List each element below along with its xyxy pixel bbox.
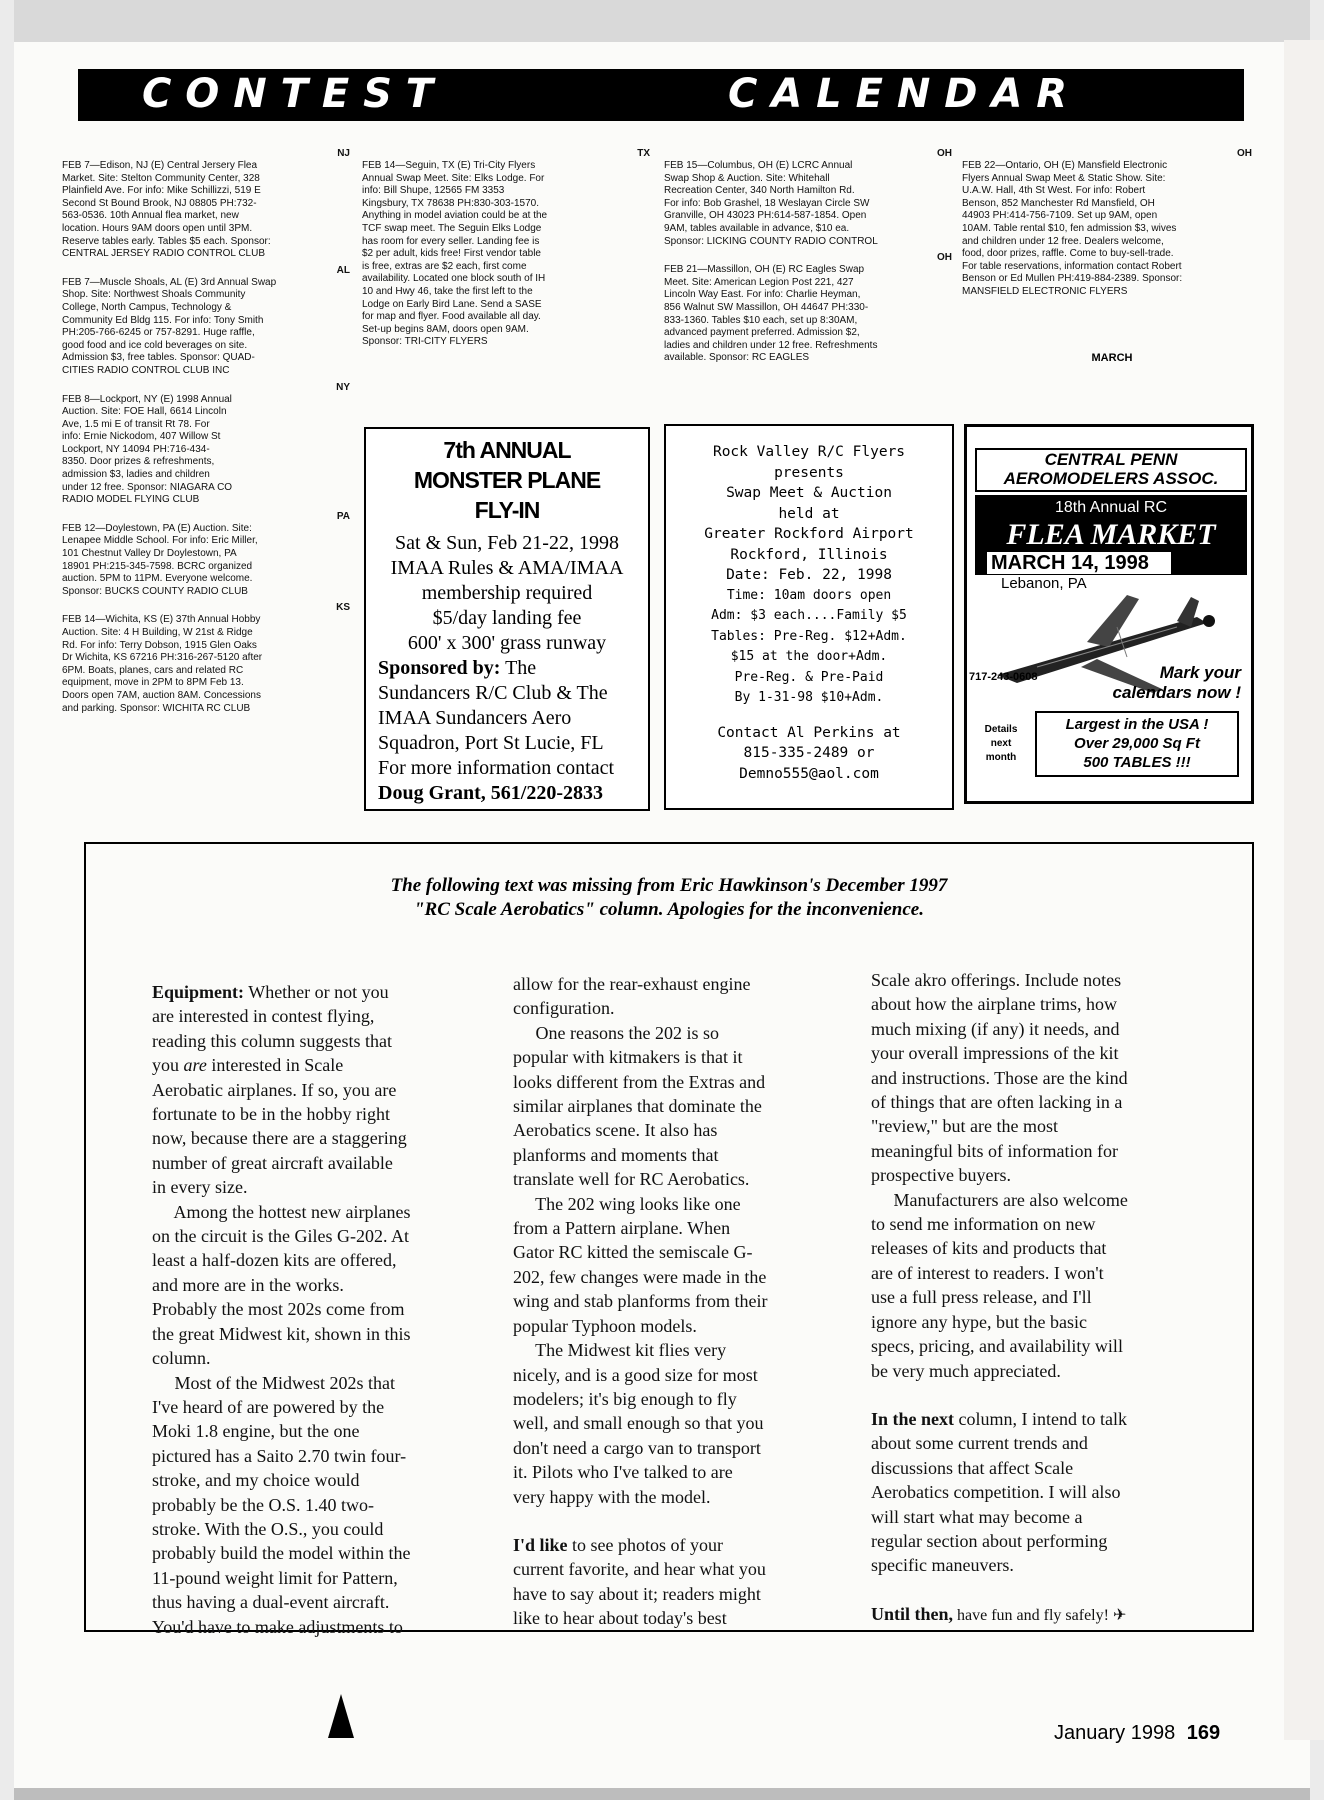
text-line: nicely, and is a good size for most	[513, 1364, 758, 1385]
text-line: your overall impressions of the kit	[871, 1043, 1119, 1064]
text-line: planforms and moments that	[513, 1144, 719, 1165]
text-line: the great Midwest kit, shown in this	[152, 1323, 411, 1344]
ad-monster-plane	[364, 427, 650, 811]
ad-sponsored-label: Sponsored by:	[378, 657, 501, 679]
closing-line	[871, 1602, 1211, 1628]
text-line: probably be the O.S. 1.40 two-	[152, 1494, 374, 1515]
ad-line: Sundancers R/C Club & The	[378, 682, 608, 704]
ad-details-line3: month	[985, 752, 1017, 763]
ad-club-name	[975, 448, 1247, 492]
text-fragment: have fun and fly safely! ✈	[953, 1606, 1127, 1624]
calendar-entry	[664, 148, 952, 248]
state-heading: OH	[937, 148, 952, 159]
article-column-1	[152, 980, 472, 1639]
page-footer	[1054, 1722, 1220, 1745]
text-line: I've heard of are powered by the	[152, 1396, 385, 1417]
text-line: number of great aircraft available	[152, 1152, 393, 1173]
entry-text: FEB 7—Edison, NJ (E) Central Jersery Flea Market. Site: Stelton Community Center, 328 Plainfield Ave. For info: Mike Schillizzi, 519 E Second St Bound Brook, NJ 08805 PH:732- 563-0536. 10th Annual flea market, new location. Hours 9AM doors open until 3PM. Reserve tables early. Tables $5 each. Sponsor: CENTRAL JERSEY RADIO CONTROL CLUB	[62, 160, 271, 260]
calendar-column-2	[362, 148, 650, 353]
ad-contact: Doug Grant, 561/220-2833	[378, 782, 603, 804]
text-fragment: interested in Scale	[206, 1055, 344, 1076]
ad-phone: 717-243-0608	[969, 671, 1038, 683]
text-line: Most of the Midwest 202s that	[152, 1372, 395, 1393]
state-heading: NJ	[337, 148, 350, 159]
text-line: "review," but are the most	[871, 1116, 1058, 1137]
state-heading: AL	[336, 264, 350, 276]
text-line: have to say about it; readers might	[513, 1583, 761, 1604]
ad-line: For more information contact	[378, 757, 615, 779]
article-column-3	[871, 968, 1211, 1628]
text-line: Scale akro offerings. Include notes	[871, 970, 1122, 990]
text-line: prospective buyers.	[871, 1165, 1011, 1186]
state-heading: NY	[336, 381, 350, 393]
text-fragment: to see photos of your	[567, 1534, 724, 1555]
emphasis: are	[183, 1055, 207, 1076]
text-line: Manufacturers are also welcome	[871, 1189, 1128, 1210]
calendar-entry	[664, 252, 952, 365]
text-line: Among the hottest new airplanes	[152, 1201, 411, 1222]
text-line: The 202 wing looks like one	[513, 1193, 741, 1214]
ad-line: presents	[774, 464, 844, 481]
ad-title-line1: 7th ANNUAL	[443, 437, 571, 463]
text-line: looks different from the Extras and	[513, 1071, 766, 1092]
ad-line: Pre-Reg. & Pre-Paid	[734, 669, 884, 685]
ad-line: 600' x 300' grass runway	[407, 632, 607, 654]
text-line: are of interest to readers. I won't	[871, 1262, 1104, 1283]
calendar-entry	[62, 265, 350, 378]
text-line: similar airplanes that dominate the	[513, 1096, 762, 1117]
ad-line: By 1-31-98 $10+Adm.	[734, 690, 884, 705]
text-line	[513, 1533, 843, 1557]
text-line: don't need a cargo van to transport	[513, 1437, 761, 1458]
ad-line: IMAA Sundancers Aero	[378, 707, 572, 729]
calendar-entry	[62, 148, 350, 261]
text-line: specs, pricing, and availability will	[871, 1336, 1123, 1357]
text-line: pictured has a Saito 2.70 twin four-	[152, 1445, 407, 1466]
ad-flea-title: FLEA MARKET	[1006, 518, 1216, 551]
text-line: popular Typhoon models.	[513, 1315, 697, 1336]
text-line: discussions that affect Scale	[871, 1457, 1074, 1478]
ad-line: $5/day landing fee	[432, 607, 582, 629]
footer-issue: January 1998	[1054, 1722, 1176, 1744]
ad-central-penn	[964, 424, 1254, 804]
state-heading: KS	[336, 602, 350, 614]
text-line: ignore any hype, but the basic	[871, 1311, 1087, 1332]
text-line: of things that are often lacking in a	[871, 1092, 1123, 1113]
article-column-2	[513, 972, 843, 1631]
ad-line: Time: 10am doors open	[726, 587, 892, 603]
ad-mark-line1: Mark your	[1159, 663, 1241, 682]
ad-largest-box	[1035, 711, 1239, 777]
ad-annual: 18th Annual RC	[1054, 499, 1168, 516]
text-line: reading this column suggests that	[152, 1030, 392, 1051]
text-line	[871, 1407, 1211, 1431]
banner-title-right: C A L E N D A R	[728, 71, 1068, 117]
scan-bottom-strip	[14, 1788, 1310, 1800]
page-marker-icon	[328, 1694, 354, 1738]
page-number: 169	[1186, 1722, 1221, 1744]
entry-text: FEB 7—Muscle Shoals, AL (E) 3rd Annual Swap Shop. Site: Northwest Shoals Community College, North Campus, Technology & Community Ed Bldg 115. For info: Tony Smith PH:205-766-6245 or 757-8291. Huge raffle, good food and ice cold beverages on site. Admission $3, free tables. Sponsor: QUAD- CITIES RADIO CONTROL CLUB INC	[62, 276, 277, 376]
text-line: like to hear about today's best	[513, 1608, 727, 1629]
entry-text: FEB 21—Massillon, OH (E) RC Eagles Swap Meet. Site: American Legion Post 221, 427 Lincoln Way East. For info: Charlie Heyman, 856 Walnut SW Massillon, OH 44647 PH:330- 833-1360. Tables $10 each, set up 8:30AM, advanced payment preferred. Admission $2, ladies and children under 12 free. Refreshments available. Sponsor: RC EAGLES	[664, 264, 878, 364]
ad-line: Adm: $3 each....Family $5	[711, 608, 907, 623]
ad-rock-valley	[664, 424, 954, 810]
text-line: 11-pound weight limit for Pattern,	[152, 1567, 398, 1588]
ad-contact: 815-335-2489 or	[743, 745, 875, 761]
state-heading: OH	[937, 252, 952, 264]
calendar-entry	[362, 148, 650, 349]
text-line: configuration.	[513, 998, 615, 1019]
ad-club-line1: CENTRAL PENN	[1044, 450, 1178, 469]
magazine-page	[14, 0, 1310, 1800]
text-line: and more are in the works.	[152, 1274, 344, 1295]
ad-line: Rockford, Illinois	[730, 546, 888, 563]
text-fragment: you	[152, 1055, 184, 1076]
text-line: Whether or not you	[244, 982, 389, 1002]
text-line: be very much appreciated.	[871, 1360, 1061, 1381]
ad-contact: Contact Al Perkins at	[717, 724, 901, 741]
text-line: wing and stab planforms from their	[513, 1291, 768, 1312]
entry-text: FEB 22—Ontario, OH (E) Mansfield Electronic Flyers Annual Swap Meet & Static Show. Site: U.A.W. Hall, 4th St West. For info: Robert Benson, 852 Manchester Rd Mansfield, OH 44903 PH:414-756-7109. Set up 9AM, open 10AM. Table rental $10, fen admission $3, wives and children under 12 free. Dealers welcome, food, door prizes, raffle. Come to buy-sell-trade. For table reservations, information contact Robert Benson or Ed Mullen PH:419-884-2389. Sponsor: MANSFIELD ELECTRONIC FLYERS	[962, 160, 1183, 297]
text-line: Gator RC kitted the semiscale G-	[513, 1242, 753, 1263]
text-line: on the circuit is the Giles G-202. At	[152, 1226, 409, 1247]
ad-line: Date: Feb. 22, 1998	[726, 567, 892, 583]
text-line: column.	[152, 1348, 211, 1369]
ad-line: Squadron, Port St Lucie, FL	[378, 732, 604, 754]
ad-line: Greater Rockford Airport	[704, 526, 914, 542]
text-line: Aerobatic airplanes. If so, you are	[152, 1079, 397, 1100]
text-line: about some current trends and	[871, 1433, 1088, 1454]
text-line: and instructions. Those are the kind	[871, 1067, 1128, 1088]
text-line: current favorite, and hear what you	[513, 1559, 766, 1580]
ad-largest-line2: Over 29,000 Sq Ft	[1074, 735, 1200, 752]
entry-text: FEB 8—Lockport, NY (E) 1998 Annual Auction. Site: FOE Hall, 6614 Lincoln Ave, 1.5 mi E of transit Rt 78. For info: Ernie Nickodom, 407 Willow St Lockport, NY 14094 PH:716-434- 8350. Door prizes & refreshments, admission $3, ladies and children under 12 free. Sponsor: NIAGARA CO RADIO MODEL FLYING CLUB	[62, 393, 233, 506]
ad-details-line1: Details	[984, 724, 1018, 735]
state-heading: TX	[637, 148, 650, 159]
text-line: regular section about performing	[871, 1530, 1108, 1551]
article-intro	[86, 874, 1252, 922]
text-line: now, because there are a staggering	[152, 1128, 407, 1149]
text-line: in every size.	[152, 1177, 248, 1198]
entry-text: FEB 12—Doylestown, PA (E) Auction. Site: Lenapee Middle School. For info: Eric Miller, 101 Chestnut Valley Dr Doylestown, PA 18901 PH:215-345-7598. BCRC organized auction. 5PM to 11PM. Everyone welcome. Sponsor: BUCKS COUNTY RADIO CLUB	[62, 522, 258, 597]
lead-bold: Until then,	[871, 1603, 954, 1624]
calendar-column-4	[962, 148, 1252, 303]
text-line: it. Pilots who I've talked to are	[513, 1462, 733, 1483]
ad-title-line2: MONSTER PLANE	[413, 467, 601, 493]
calendar-entry	[962, 148, 1252, 299]
text-line: Probably the most 202s come from	[152, 1299, 405, 1320]
entry-text: FEB 14—Seguin, TX (E) Tri-City Flyers Annual Swap Meet. Site: Elks Lodge. For info: Bill Shupe, 12565 FM 3353 Kingsbury, TX 78638 PH:830-303-1570. Anything in model aviation could be at the TCF swap meet. The Seguin Elks Lodge has room for every seller. Landing fee is $2 per adult, kids free! First vendor table is free, extras are $2 each, first come availability. Located one block south of IH 10 and Hwy 46, take the first left to the Lodge on Early Bird Lane. Send a SASE for map and flyer. Food available all day. Set-up begins 8AM, doors open 9AM. Sponsor: TRI-CITY FLYERS	[362, 160, 548, 348]
ad-mark-calendars	[1113, 663, 1241, 703]
ad-largest-line1: Largest in the USA !	[1065, 716, 1209, 733]
ad-line: Swap Meet & Auction	[726, 485, 892, 501]
text-line: 202, few changes were made in the	[513, 1266, 767, 1287]
ad-line: $15 at the door+Adm.	[730, 649, 888, 664]
ad-club-line2: AEROMODELERS ASSOC.	[1003, 469, 1219, 488]
calendar-column-1	[62, 148, 350, 719]
text-line: meaningful bits of information for	[871, 1140, 1118, 1161]
lead-bold: Equipment:	[152, 982, 245, 1002]
ad-city: Lebanon, PA	[1001, 575, 1087, 592]
text-line: The Midwest kit flies very	[513, 1340, 727, 1361]
text-line: releases of kits and products that	[871, 1238, 1107, 1259]
ad-line: IMAA Rules & AMA/IMAA	[390, 557, 624, 579]
text-line: specific maneuvers.	[871, 1555, 1014, 1576]
text-line: about how the airplane trims, how	[871, 994, 1117, 1015]
scan-top-strip	[14, 0, 1310, 42]
text-line: least a half-dozen kits are offered,	[152, 1250, 397, 1271]
ad-line: membership required	[421, 582, 593, 604]
text-line: to send me information on new	[871, 1214, 1096, 1235]
ad-line: Sat & Sun, Feb 21-22, 1998	[395, 532, 619, 554]
ad-sponsor-line	[366, 656, 648, 681]
text-line: allow for the rear-exhaust engine	[513, 974, 751, 994]
state-heading: PA	[336, 510, 350, 522]
text-line: thus having a dual-event aircraft.	[152, 1592, 390, 1613]
intro-line1: The following text was missing from Eric Hawkinson's December 1997	[390, 875, 948, 896]
calendar-entry	[62, 382, 350, 507]
text-line: very happy with the model.	[513, 1486, 711, 1507]
ad-date: MARCH 14, 1998	[987, 552, 1171, 574]
march-heading: MARCH	[1091, 352, 1133, 364]
article-box	[84, 842, 1254, 1637]
ad-sponsor-rest: The	[500, 657, 537, 679]
text-line: stroke. With the O.S., you could	[152, 1518, 384, 1539]
text-line: One reasons the 202 is so	[513, 1022, 719, 1043]
text-line: You'd have to make adjustments to	[152, 1616, 403, 1637]
ad-line: Rock Valley R/C Flyers	[712, 444, 906, 460]
lead-bold: I'd like	[513, 1534, 568, 1555]
text-line: probably build the model within the	[152, 1543, 411, 1564]
text-line: much mixing (if any) it needs, and	[871, 1018, 1120, 1039]
text-line: modelers; it's big enough to fly	[513, 1388, 737, 1409]
scan-right-edge	[1284, 40, 1324, 1740]
calendar-entry	[62, 511, 350, 599]
text-line: translate well for RC Aerobatics.	[513, 1169, 750, 1190]
ad-line: held at	[778, 505, 840, 522]
lead-bold: In the next	[871, 1408, 955, 1429]
text-line: Moki 1.8 engine, but the one	[152, 1421, 360, 1442]
text-line	[152, 1053, 472, 1077]
text-line: will start what may become a	[871, 1506, 1083, 1527]
ad-title-line3: FLY-IN	[474, 497, 540, 523]
entry-text: FEB 14—Wichita, KS (E) 37th Annual Hobby Auction. Site: 4 H Building, W 21st & Ridge Rd. For info: Terry Dobson, 1915 Glen Oaks Dr Wichita, KS 67216 PH:316-267-5120 after 6PM. Boats, planes, cars and related RC equipment, move in 2PM to 8PM Feb 13. Doors open 7AM, auction 8AM. Concessions and parking. Sponsor: WICHITA RC CLUB	[62, 614, 263, 714]
entry-text: FEB 15—Columbus, OH (E) LCRC Annual Swap Shop & Auction. Site: Whitehall Recreation Center, 340 North Hamilton Rd. For info: Bob Grashel, 18 Weslayan Circle SW Granville, OH 43023 PH:614-587-1854. Open 9AM, tables available in advance, $10 ea. Sponsor: LICKING COUNTY RADIO CONTROL	[664, 160, 878, 247]
text-fragment: column, I intend to talk	[954, 1408, 1127, 1429]
text-line: fortunate to be in the hobby right	[152, 1104, 390, 1125]
intro-line2: "RC Scale Aerobatics" column. Apologies for the inconvenience.	[414, 899, 924, 920]
ad-details	[977, 723, 1025, 765]
text-line: from a Pattern airplane. When	[513, 1218, 731, 1239]
text-line: use a full press release, and I'll	[871, 1287, 1092, 1308]
text-line: stroke, and my choice would	[152, 1470, 360, 1491]
ad-largest-line3: 500 TABLES !!!	[1083, 754, 1191, 771]
contest-calendar-banner	[78, 69, 1244, 121]
calendar-column-3	[664, 148, 952, 369]
ad-mark-line2: calendars now !	[1112, 683, 1241, 702]
text-line: Aerobatics competition. I will also	[871, 1482, 1121, 1503]
ad-line: Tables: Pre-Reg. $12+Adm.	[711, 628, 907, 644]
calendar-entry	[62, 602, 350, 715]
ad-details-line2: next	[990, 738, 1012, 749]
text-line: popular with kitmakers is that it	[513, 1047, 743, 1068]
text-line: are interested in contest flying,	[152, 1006, 375, 1027]
banner-title-left: C O N T E S T	[142, 71, 434, 117]
ad-contact: Demno555@aol.com	[739, 765, 879, 782]
text-line: well, and small enough so that you	[513, 1413, 764, 1434]
state-heading: OH	[1237, 148, 1252, 159]
text-line: Aerobatics scene. It also has	[513, 1120, 718, 1141]
